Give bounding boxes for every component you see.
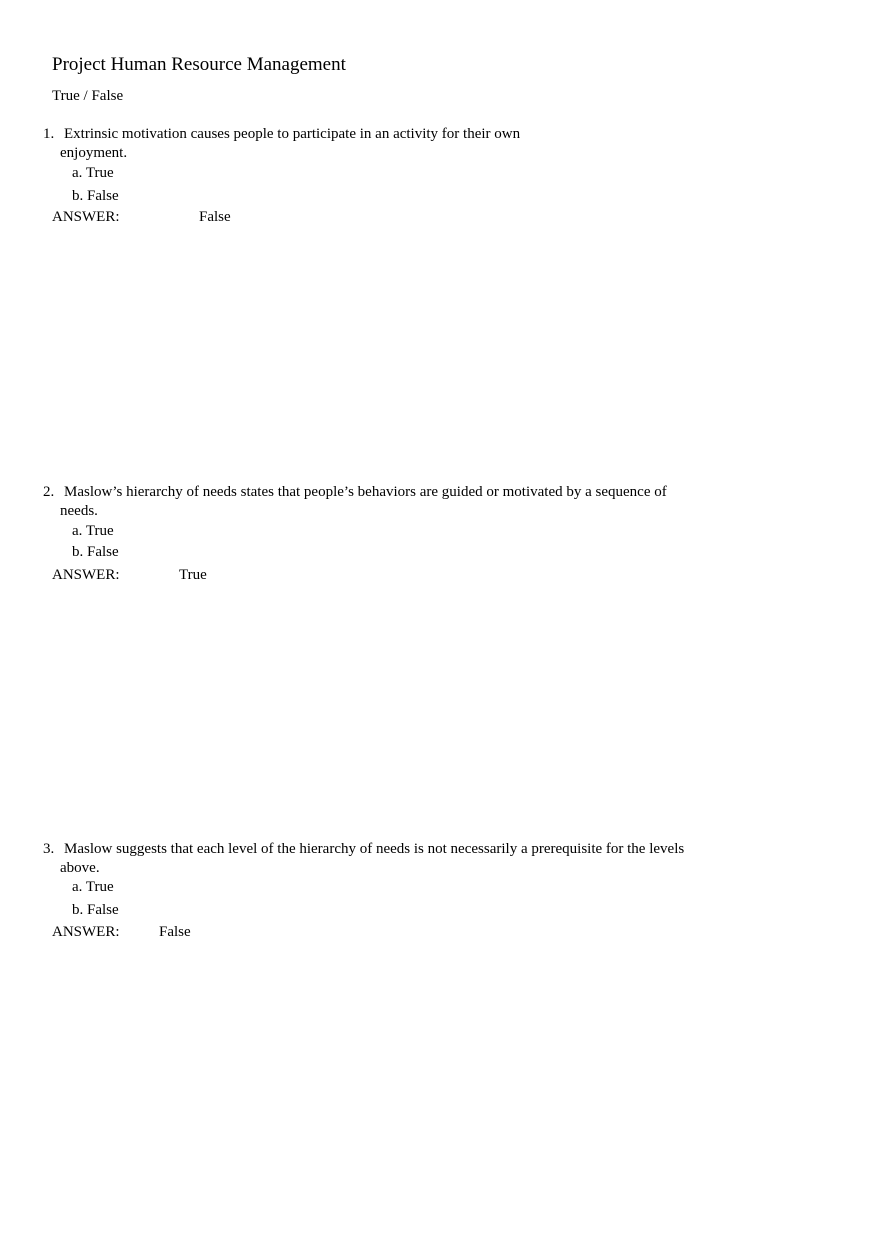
page-title: Project Human Resource Management xyxy=(52,54,346,75)
question-number: 2. xyxy=(43,484,55,500)
section-subtitle: True / False xyxy=(52,88,124,104)
question-text-line2: enjoyment. xyxy=(60,145,128,161)
answer-value: False xyxy=(199,209,231,225)
question-text-line2: needs. xyxy=(60,503,98,519)
answer-value: False xyxy=(159,924,191,940)
option-b: b. False xyxy=(72,188,119,204)
answer-label: ANSWER: xyxy=(52,209,120,225)
option-a: a. True xyxy=(72,879,114,895)
answer-label: ANSWER: xyxy=(52,924,120,940)
option-a: a. True xyxy=(72,165,114,181)
option-b: b. False xyxy=(72,544,119,560)
question-text-line1: Maslow suggests that each level of the hierarchy of needs is not necessarily a prerequisite for the levels xyxy=(64,841,685,857)
question-text-line1: Extrinsic motivation causes people to participate in an activity for their own xyxy=(64,126,521,142)
option-b: b. False xyxy=(72,902,119,918)
question-text-line2: above. xyxy=(60,860,100,876)
question-number: 1. xyxy=(43,126,55,142)
question-text-line1: Maslow’s hierarchy of needs states that people’s behaviors are guided or motivated by a sequence of xyxy=(64,484,667,500)
answer-value: True xyxy=(179,567,207,583)
answer-label: ANSWER: xyxy=(52,567,120,583)
question-number: 3. xyxy=(43,841,55,857)
option-a: a. True xyxy=(72,523,114,539)
